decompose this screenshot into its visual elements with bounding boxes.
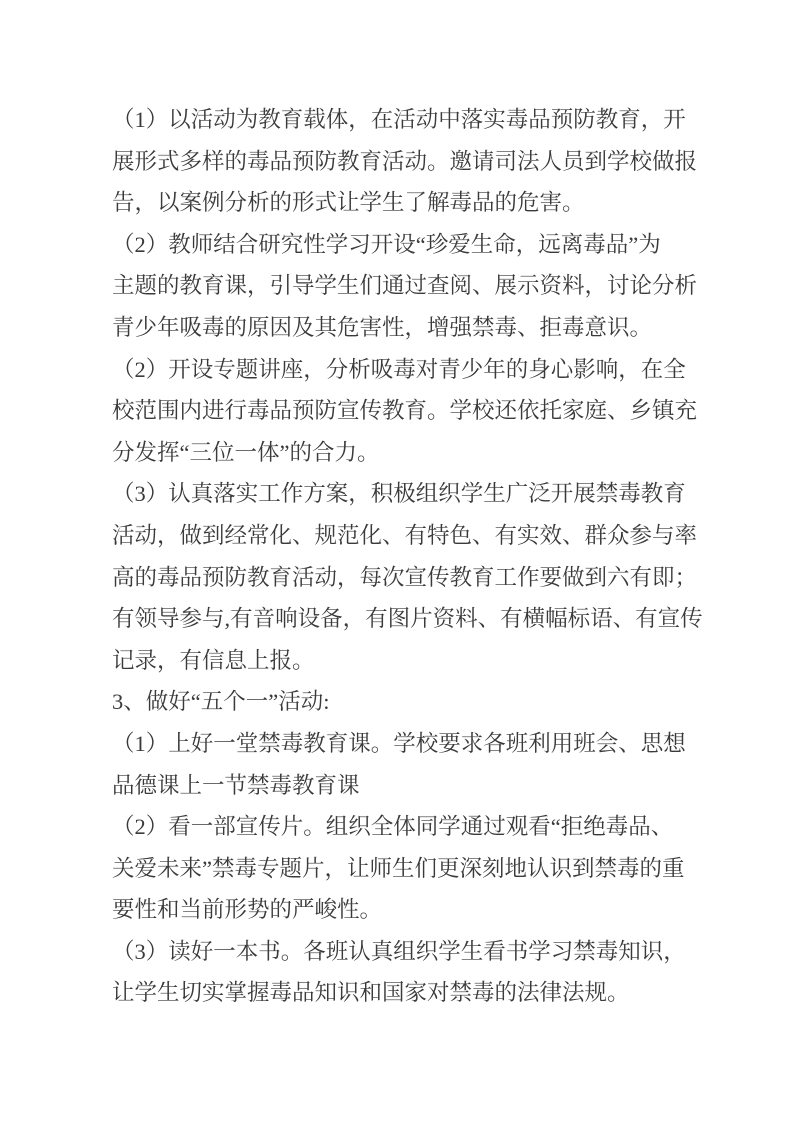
text-line: （2）教师结合研究性学习开设“珍爱生命，远离毒品”为 <box>112 231 661 257</box>
text-line: 活动，做到经常化、规范化、有特色、有实效、群众参与率 <box>112 522 698 548</box>
text-line: 要性和当前形势的严峻性。 <box>112 897 383 923</box>
text-line: （3）认真落实工作方案，积极组织学生广泛开展禁毒教育 <box>112 481 686 507</box>
text-line: 让学生切实掌握毒品知识和国家对禁毒的法律法规。 <box>112 980 630 1006</box>
text-line: （2）看一部宣传片。组织全体同学通过观看“拒绝毒品、 <box>112 814 674 840</box>
text-line: 青少年吸毒的原因及其危害性，增强禁毒、拒毒意识。 <box>112 314 653 340</box>
text-line: 分发挥“三位一体”的合力。 <box>112 439 380 465</box>
text-line: 高的毒品预防教育活动，每次宣传教育工作要做到六有即； <box>112 564 698 590</box>
text-line: 告，以案例分析的形式让学生了解毒品的危害。 <box>112 190 585 216</box>
text-line: 记录，有信息上报。 <box>112 647 315 673</box>
text-line: 校范围内进行毒品预防宣传教育。学校还依托家庭、乡镇充 <box>112 398 698 424</box>
text-line: 品德课上一节禁毒教育课 <box>112 772 360 798</box>
text-line: （3）读好一本书。各班认真组织学生看书学习禁毒知识， <box>112 938 686 964</box>
text-line: 主题的教育课，引导学生们通过查阅、展示资料，讨论分析 <box>112 273 698 299</box>
text-line: 关爱未来”禁毒专题片，让师生们更深刻地认识到禁毒的重 <box>112 855 685 881</box>
text-line: 展形式多样的毒品预防教育活动。邀请司法人员到学校做报 <box>112 148 698 174</box>
text-line: （2）开设专题讲座，分析吸毒对青少年的身心影响，在全 <box>112 356 686 382</box>
page-text-block <box>112 99 705 1014</box>
text-line: （1）以活动为教育载体，在活动中落实毒品预防教育，开 <box>112 107 686 132</box>
text-line: 3、做好“五个一”活动: <box>112 689 330 715</box>
text-line: 有领导参与,有音响设备，有图片资料、有横幅标语、有宣传 <box>112 606 703 632</box>
text-line: （1）上好一堂禁毒教育课。学校要求各班利用班会、思想 <box>112 730 686 756</box>
